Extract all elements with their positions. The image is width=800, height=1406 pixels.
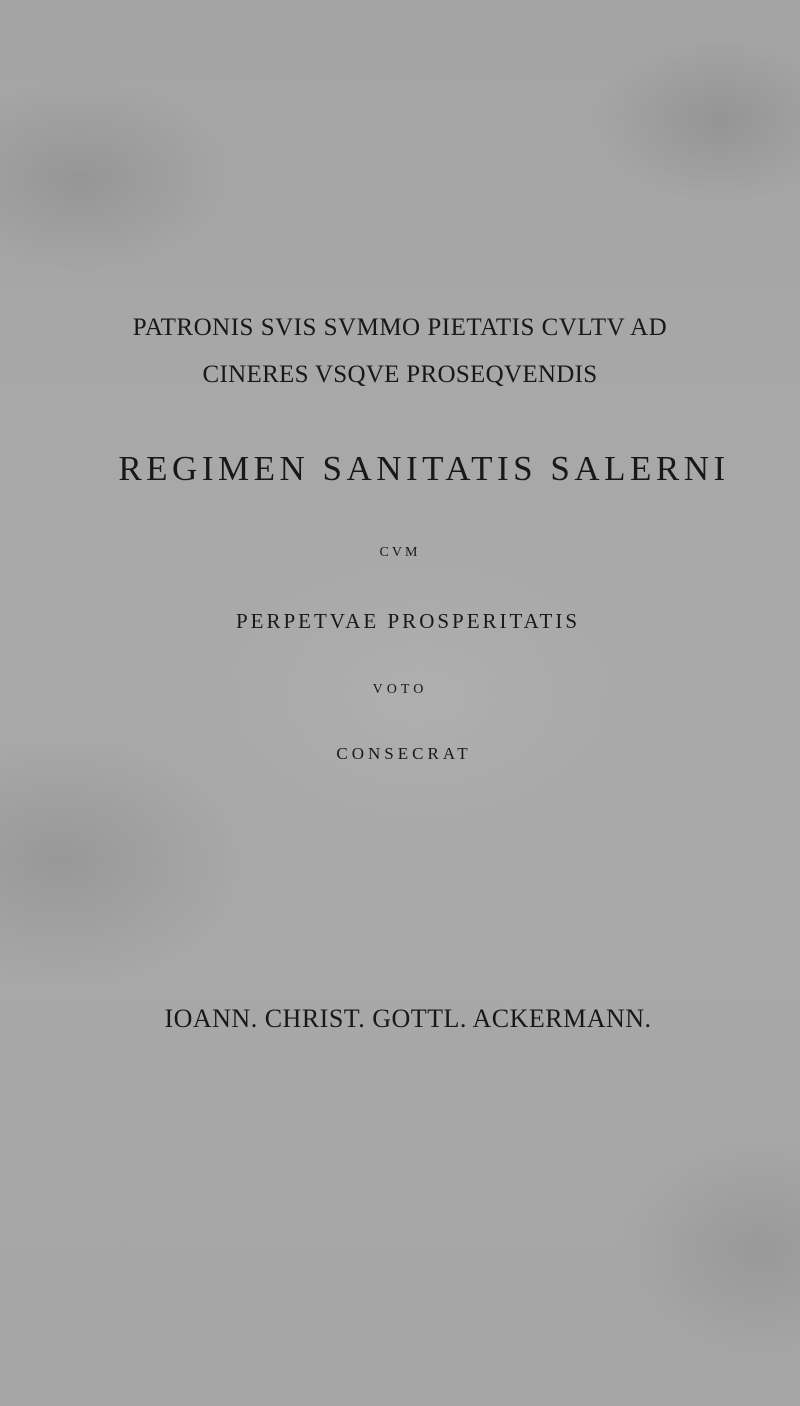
work-title: REGIMEN SANITATIS SALERNI: [118, 449, 730, 488]
dedication-line-2: CINERES VSQVE PROSEQVENDIS: [202, 361, 598, 388]
word-voto: VOTO: [372, 682, 428, 697]
dedication-line-1: PATRONIS SVIS SVMMO PIETATIS CVLTV AD: [132, 314, 668, 341]
word-consecrat: CONSECRAT: [336, 744, 472, 763]
author-name: IOANN. CHRIST. GOTTL. ACKERMANN.: [164, 1004, 652, 1033]
conjunction-cum: CVM: [379, 545, 421, 560]
wish-phrase: PERPETVAE PROSPERITATIS: [235, 609, 581, 633]
